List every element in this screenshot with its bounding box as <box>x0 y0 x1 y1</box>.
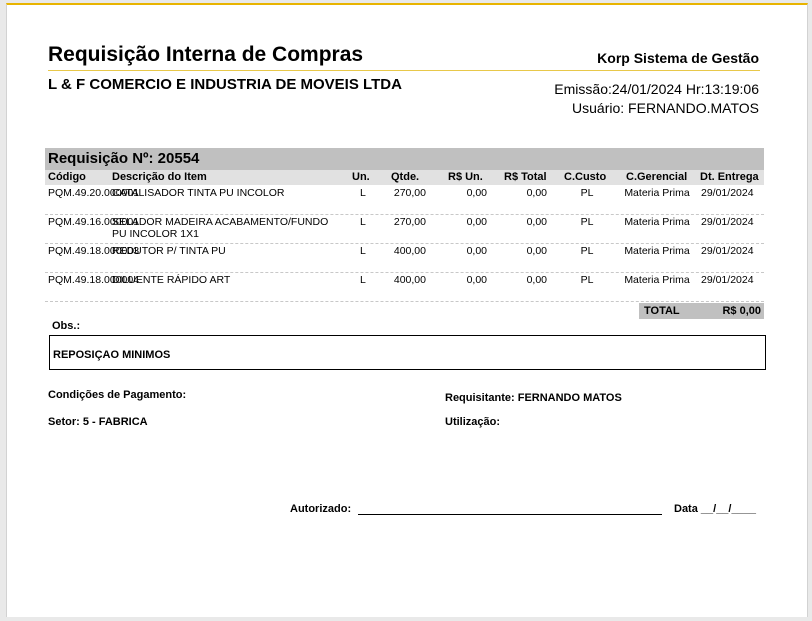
item-rs-un: 0,00 <box>466 274 487 286</box>
item-ccusto: PL <box>580 216 594 228</box>
item-rs-un: 0,00 <box>466 245 487 257</box>
col-codigo: Código <box>48 171 86 183</box>
report-title: Requisição Interna de Compras <box>48 43 364 66</box>
table-row <box>45 272 764 302</box>
total-bar <box>639 303 764 319</box>
table-header <box>45 170 764 185</box>
item-codigo: PQM.49.16.000001 <box>48 216 140 228</box>
item-ccusto: PL <box>580 187 594 199</box>
item-rs-total: 0,00 <box>526 216 547 228</box>
signature-line <box>358 514 662 515</box>
table-row <box>45 243 764 273</box>
date-field: Data __/__/____ <box>674 503 756 515</box>
item-codigo: PQM.49.18.000004 <box>48 274 140 286</box>
requester: Requisitante: FERNANDO MATOS <box>445 392 622 404</box>
item-un: L <box>360 245 366 257</box>
item-qtde: 400,00 <box>393 245 426 257</box>
item-rs-un: 0,00 <box>466 187 487 199</box>
item-un: L <box>360 187 366 199</box>
authorized-label: Autorizado: <box>290 503 352 515</box>
item-dt-entrega: 29/01/2024 <box>701 274 754 286</box>
total-value: R$ 0,00 <box>722 305 761 317</box>
col-rs-total: R$ Total <box>504 171 547 183</box>
col-ccusto: C.Custo <box>564 171 607 183</box>
col-cgerencial: C.Gerencial <box>626 171 688 183</box>
item-un: L <box>360 274 366 286</box>
item-rs-total: 0,00 <box>526 245 547 257</box>
item-qtde: 400,00 <box>393 274 426 286</box>
header-divider <box>48 70 760 71</box>
obs-text: REPOSIÇAO MINIMOS <box>53 349 171 361</box>
item-cgerencial: Materia Prima <box>624 245 690 257</box>
item-descricao: SELADOR MADEIRA ACABAMENTO/FUNDO PU INCOLOR 1X1 <box>112 216 329 240</box>
item-ccusto: PL <box>580 245 594 257</box>
col-un: Un. <box>352 171 370 183</box>
item-cgerencial: Materia Prima <box>624 187 690 199</box>
utilization: Utilização: <box>445 416 501 428</box>
user-name: Usuário: FERNANDO.MATOS <box>572 100 759 116</box>
col-descricao: Descrição do Item <box>112 171 207 183</box>
item-codigo: PQM.49.20.000001 <box>48 187 140 199</box>
payment-conditions: Condições de Pagamento: <box>48 389 187 401</box>
col-dt-entrega: Dt. Entrega <box>700 171 759 183</box>
system-brand: Korp Sistema de Gestão <box>597 50 759 66</box>
col-rs-un: R$ Un. <box>448 171 483 183</box>
item-rs-total: 0,00 <box>526 187 547 199</box>
col-qtde: Qtde. <box>391 171 420 183</box>
item-dt-entrega: 29/01/2024 <box>701 187 754 199</box>
item-dt-entrega: 29/01/2024 <box>701 245 754 257</box>
item-rs-un: 0,00 <box>466 216 487 228</box>
total-label: TOTAL <box>644 305 680 317</box>
obs-label: Obs.: <box>52 320 81 332</box>
item-descricao: CATALISADOR TINTA PU INCOLOR <box>112 187 285 199</box>
sector: Setor: 5 - FABRICA <box>48 416 148 428</box>
company-name: L & F COMERCIO E INDUSTRIA DE MOVEIS LTDA <box>48 76 402 93</box>
item-dt-entrega: 29/01/2024 <box>701 216 754 228</box>
requisition-number-bar <box>45 148 764 170</box>
item-ccusto: PL <box>580 274 594 286</box>
item-qtde: 270,00 <box>393 187 426 199</box>
table-row <box>45 214 764 244</box>
item-qtde: 270,00 <box>393 216 426 228</box>
item-un: L <box>360 216 366 228</box>
item-rs-total: 0,00 <box>526 274 547 286</box>
item-cgerencial: Materia Prima <box>624 274 690 286</box>
item-cgerencial: Materia Prima <box>624 216 690 228</box>
report-page <box>6 3 808 617</box>
requisition-number: Requisição Nº: 20554 <box>48 150 200 167</box>
item-descricao: DILUENTE RÁPIDO ART <box>112 274 231 286</box>
obs-box <box>49 335 766 370</box>
item-descricao: REDUTOR P/ TINTA PU <box>112 245 226 257</box>
emission-datetime: Emissão:24/01/2024 Hr:13:19:06 <box>554 81 759 97</box>
item-codigo: PQM.49.18.000003 <box>48 245 140 257</box>
table-row <box>45 185 764 215</box>
